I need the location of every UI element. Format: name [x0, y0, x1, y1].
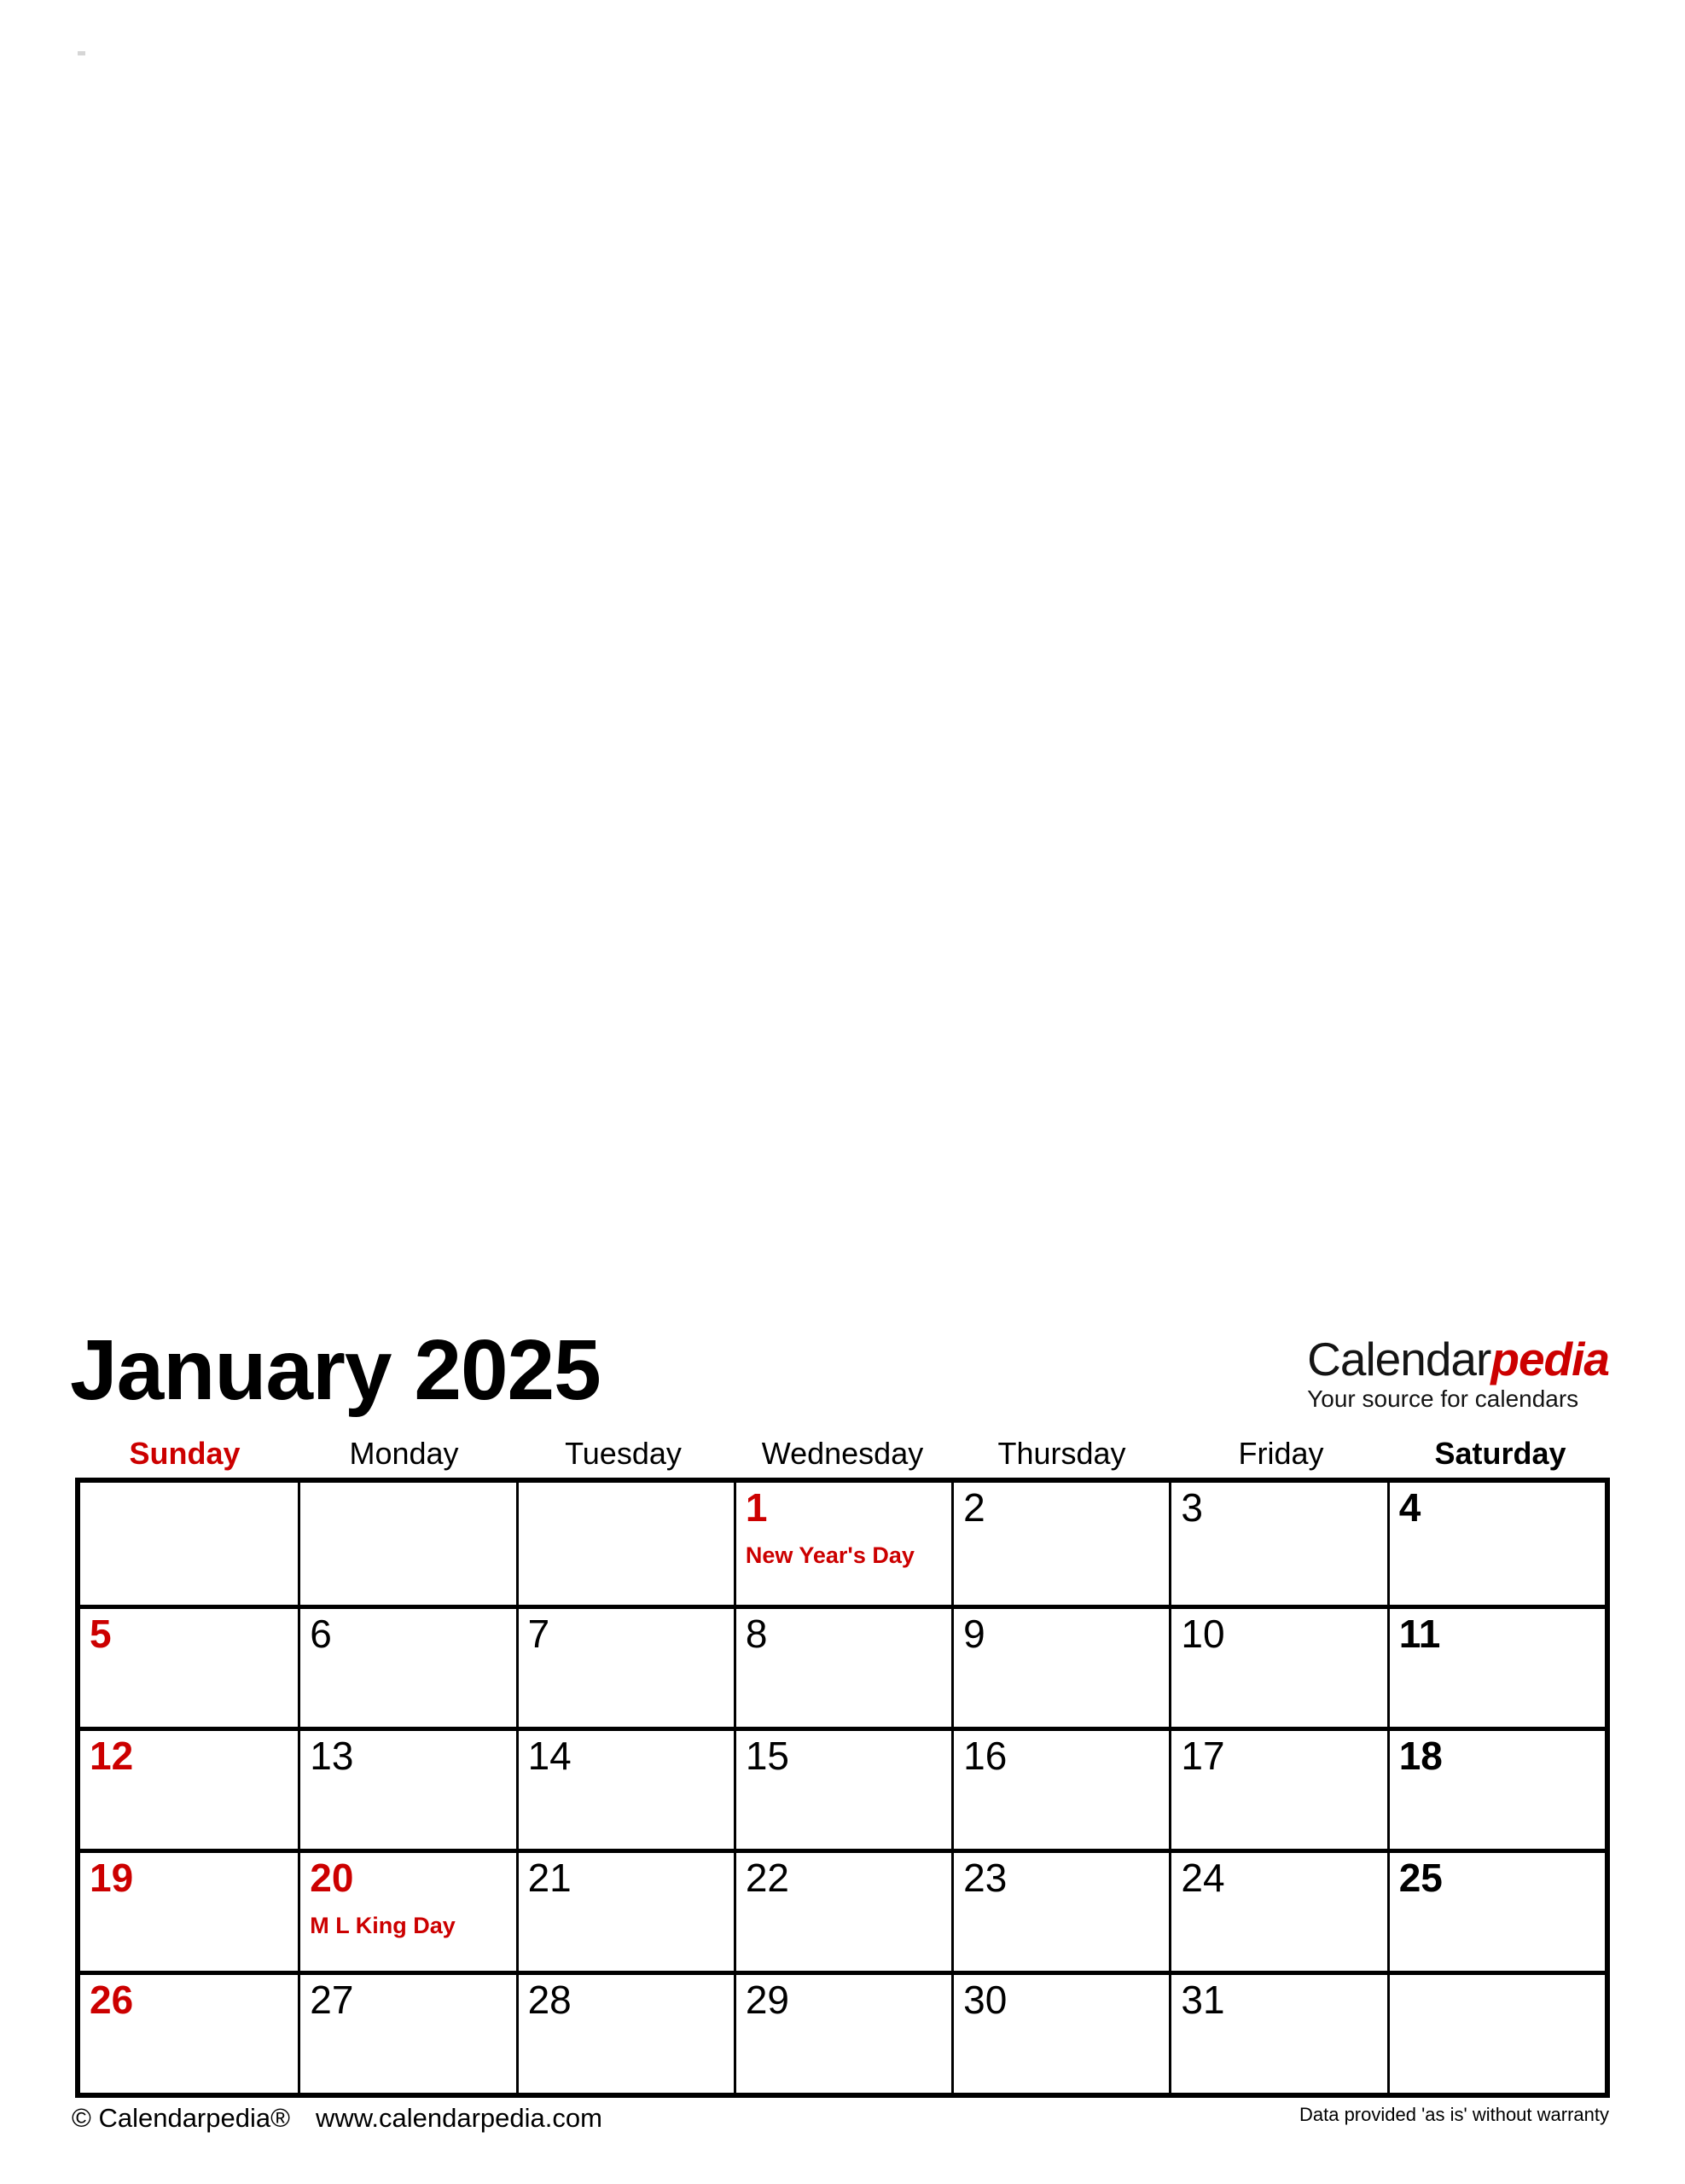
day-number: 21 — [527, 1856, 572, 1900]
day-number: 29 — [745, 1978, 790, 2022]
weekday-header-monday: Monday — [349, 1436, 459, 1471]
day-number: 24 — [1181, 1856, 1225, 1900]
day-cell — [951, 1605, 1169, 1727]
day-number: 3 — [1181, 1485, 1204, 1530]
day-number: 28 — [527, 1978, 572, 2022]
weekday-header-saturday: Saturday — [1434, 1436, 1566, 1471]
day-number: 27 — [310, 1978, 354, 2022]
day-cell — [1387, 1483, 1605, 1605]
day-number: 10 — [1181, 1612, 1225, 1656]
day-cell — [1169, 1727, 1386, 1849]
holiday-label: M L King Day — [310, 1912, 456, 1938]
day-number: 2 — [963, 1485, 985, 1530]
day-number: 13 — [310, 1734, 354, 1778]
logo-text-red: pedia — [1490, 1333, 1609, 1385]
day-number: 15 — [745, 1734, 790, 1778]
day-cell — [1387, 1727, 1605, 1849]
day-cell — [80, 1971, 298, 2093]
day-number: 23 — [963, 1856, 1008, 1900]
day-number: 12 — [90, 1734, 134, 1778]
day-cell — [951, 1483, 1169, 1605]
day-number: 6 — [310, 1612, 332, 1656]
stray-print-mark — [78, 51, 85, 55]
day-cell — [734, 1971, 951, 2093]
day-cell — [516, 1849, 734, 1971]
day-number: 20 — [310, 1856, 354, 1900]
weekday-header-tuesday: Tuesday — [565, 1436, 682, 1471]
day-cell — [734, 1727, 951, 1849]
logo-tagline: Your source for calendars — [1307, 1385, 1579, 1412]
day-cell-mlk-day — [298, 1849, 515, 1971]
day-cell — [80, 1849, 298, 1971]
day-number: 14 — [527, 1734, 572, 1778]
footer-disclaimer: Data provided 'as is' without warranty — [1299, 2104, 1609, 2125]
day-cell — [298, 1483, 515, 1605]
day-cell — [1169, 1849, 1386, 1971]
day-number: 11 — [1398, 1612, 1441, 1656]
weekday-header-sunday: Sunday — [129, 1436, 241, 1471]
day-cell — [951, 1727, 1169, 1849]
holiday-label: New Year's Day — [745, 1542, 915, 1568]
day-number: 1 — [745, 1485, 768, 1530]
day-cell — [1387, 1605, 1605, 1727]
day-number: 18 — [1398, 1734, 1443, 1778]
day-cell — [1169, 1971, 1386, 2093]
logo-text-black: Calendar — [1307, 1333, 1491, 1385]
day-cell — [951, 1971, 1169, 2093]
day-cell — [80, 1483, 298, 1605]
day-cell — [1387, 1849, 1605, 1971]
day-number: 19 — [90, 1856, 134, 1900]
day-cell — [516, 1971, 734, 2093]
day-cell-new-years-day — [734, 1483, 951, 1605]
calendar-grid — [75, 1478, 1610, 2098]
day-cell — [80, 1727, 298, 1849]
logo-wordmark — [1307, 1333, 1609, 1385]
day-cell — [951, 1849, 1169, 1971]
day-cell — [298, 1971, 515, 2093]
day-cell — [80, 1605, 298, 1727]
day-number: 22 — [745, 1856, 790, 1900]
day-cell — [734, 1849, 951, 1971]
day-number: 16 — [963, 1734, 1008, 1778]
day-number: 5 — [90, 1612, 112, 1656]
day-number: 8 — [745, 1612, 768, 1656]
weekday-header-wednesday: Wednesday — [761, 1436, 924, 1471]
day-number: 31 — [1181, 1978, 1225, 2022]
calendarpedia-logo — [1307, 1333, 1609, 1413]
day-number: 9 — [963, 1612, 985, 1656]
day-cell — [1387, 1971, 1605, 2093]
day-cell — [516, 1727, 734, 1849]
website-text: www.calendarpedia.com — [315, 2103, 602, 2133]
day-number: 4 — [1398, 1485, 1421, 1530]
day-cell — [734, 1605, 951, 1727]
day-number: 17 — [1181, 1734, 1225, 1778]
day-cell — [516, 1605, 734, 1727]
day-cell — [516, 1483, 734, 1605]
day-cell — [298, 1727, 515, 1849]
month-title: January 2025 — [70, 1322, 601, 1418]
day-cell — [1169, 1605, 1386, 1727]
day-cell — [298, 1605, 515, 1727]
footer-copyright-line — [72, 2102, 602, 2134]
weekday-header-thursday: Thursday — [997, 1436, 1126, 1471]
weekday-header-friday: Friday — [1238, 1436, 1324, 1471]
day-number: 30 — [963, 1978, 1008, 2022]
day-number: 25 — [1398, 1856, 1443, 1900]
copyright-text: © Calendarpedia® — [72, 2103, 290, 2133]
day-number: 7 — [527, 1612, 550, 1656]
day-number: 26 — [90, 1978, 134, 2022]
weekday-header-row — [75, 1434, 1610, 1473]
day-cell — [1169, 1483, 1386, 1605]
